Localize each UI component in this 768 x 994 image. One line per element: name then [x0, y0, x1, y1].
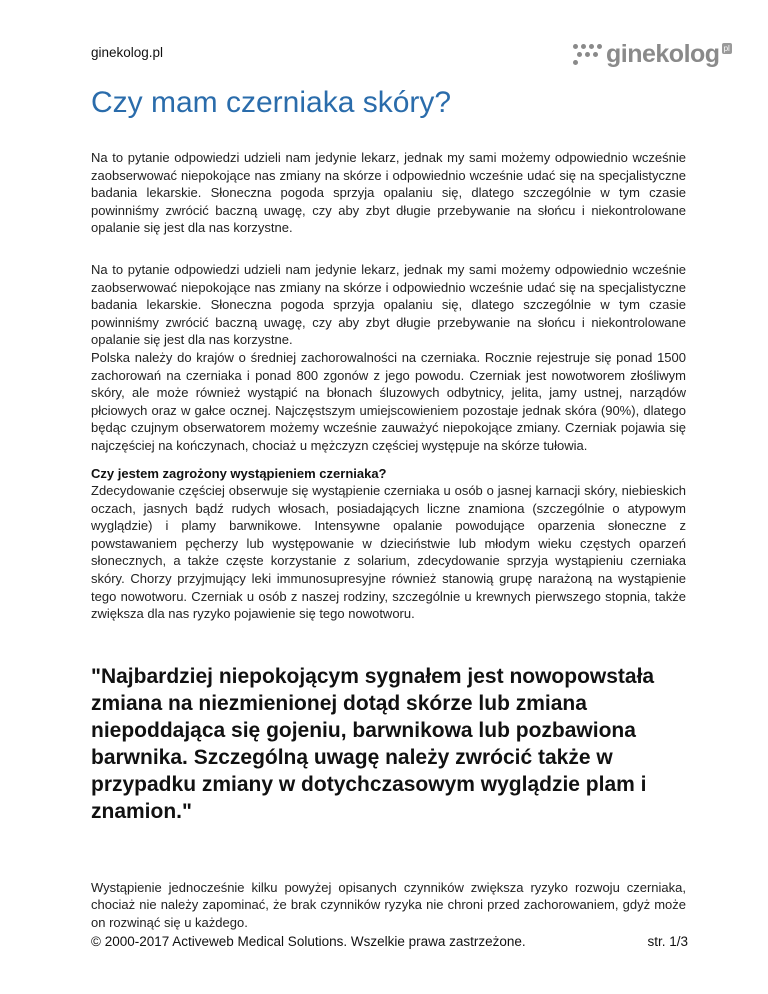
- page-number: str. 1/3: [647, 934, 688, 949]
- risk-heading: Czy jestem zagrożony wystąpieniem czerniaka?: [91, 465, 387, 481]
- repeat-paragraph: Na to pytanie odpowiedzi udzieli nam jedynie lekarz, jednak my sami możemy odpowiednio wcześnie zaobserwować niepokojące nas zmiany na skórze i odpowiednio wcześnie udać się na specjalistyczne badania lekarskie. Słoneczna pogoda sprzyja opalaniu się, dlatego szczególnie w tym czasie powinniśmy zwrócić baczną uwagę, czy aby zbyt długie przebywanie na słońcu i niekontrolowane opalanie się jest dla nas korzystne.: [91, 261, 686, 348]
- page-title: Czy mam czerniaka skóry?: [91, 86, 452, 119]
- header-site-name: ginekolog.pl: [91, 45, 164, 60]
- intro-paragraph: Na to pytanie odpowiedzi udzieli nam jedynie lekarz, jednak my sami możemy odpowiednio wcześnie zaobserwować niepokojące nas zmiany na skórze i odpowiednio wcześnie udać się na specjalistyczne badania lekarskie. Słoneczna pogoda sprzyja opalaniu się, dlatego szczególnie w tym czasie powinniśmy zwrócić baczną uwagę, czy aby zbyt długie przebywanie na słońcu i niekontrolowane opalanie się jest dla nas korzystne.: [91, 150, 686, 236]
- logo-text: ginekolog: [606, 39, 720, 68]
- poland-paragraph: Polska należy do krajów o średniej zachorowalności na czerniaka. Rocznie rejestruje się ponad 1500 zachorowań na czerniaka i ponad 800 zgonów z jego powodu. Czerniak jest nowotworem złośliwym skóry, ale może również wystąpić na błonach śluzowych odbytnicy, jelita, jamy ustnej, narządów płciowych oraz w gałce ocznej. Najczęstszym umiejscowieniem pozostaje jednak skóra (90%), dlatego będąc czujnym obserwatorem możemy wcześnie zauważyć niepokojące zmiany. Czerniak pojawia się najczęściej na kończynach, chociaż u mężczyzn częściej występuje na skórze tułowia.: [91, 349, 686, 453]
- logo-badge: pl: [723, 44, 730, 53]
- pull-quote: "Najbardziej niepokojącym sygnałem jest nowopowstała zmiana na niezmienionej dotąd skórze lub zmiana niepoddająca się gojeniu, barwnikowa lub pozbawiona barwnika. Szczególną uwagę należy zwrócić także w przypadku zmiany w dotychczasowym wyglądzie plam i znamion.": [91, 664, 655, 823]
- article-body: [91, 149, 686, 932]
- dots-logo-icon: [571, 40, 605, 68]
- site-logo[interactable]: [571, 40, 732, 68]
- risk-paragraph: Zdecydowanie częściej obserwuje się wystąpienie czerniaka u osób o jasnej karnacji skóry, niebieskich oczach, jasnych bądź rudych włosach, posiadających liczne znamiona (szczególnie o atypowym wyglądzie) i plamy barwnikowe. Intensywne opalanie powodujące oparzenia słoneczne z powstawaniem pęcherzy lub występowanie w dzieciństwie lub młodym wieku częstych oparzeń słonecznych, a także częste korzystanie z solarium, zdecydowanie sprzyja wystąpieniu czerniaka skóry. Chorzy przyjmujący leki immunosupresyjne również stanowią grupę narażoną na wystąpienie tego nowotworu. Czerniak u osób z naszej rodziny, szczególnie u krewnych pierwszego stopnia, także zwiększa dla nas ryzyko pojawienie się tego nowotworu.: [91, 483, 686, 622]
- final-paragraph: Wystąpienie jednocześnie kilku powyżej opisanych czynników zwiększa ryzyko rozwoju czerniaka, chociaż nie należy zapominać, że brak czynników ryzyka nie chroni przed zachorowaniem, gdyż może on rozwinąć się u każdego.: [91, 879, 686, 931]
- footer-copyright: © 2000-2017 Activeweb Medical Solutions. Wszelkie prawa zastrzeżone.: [91, 934, 526, 949]
